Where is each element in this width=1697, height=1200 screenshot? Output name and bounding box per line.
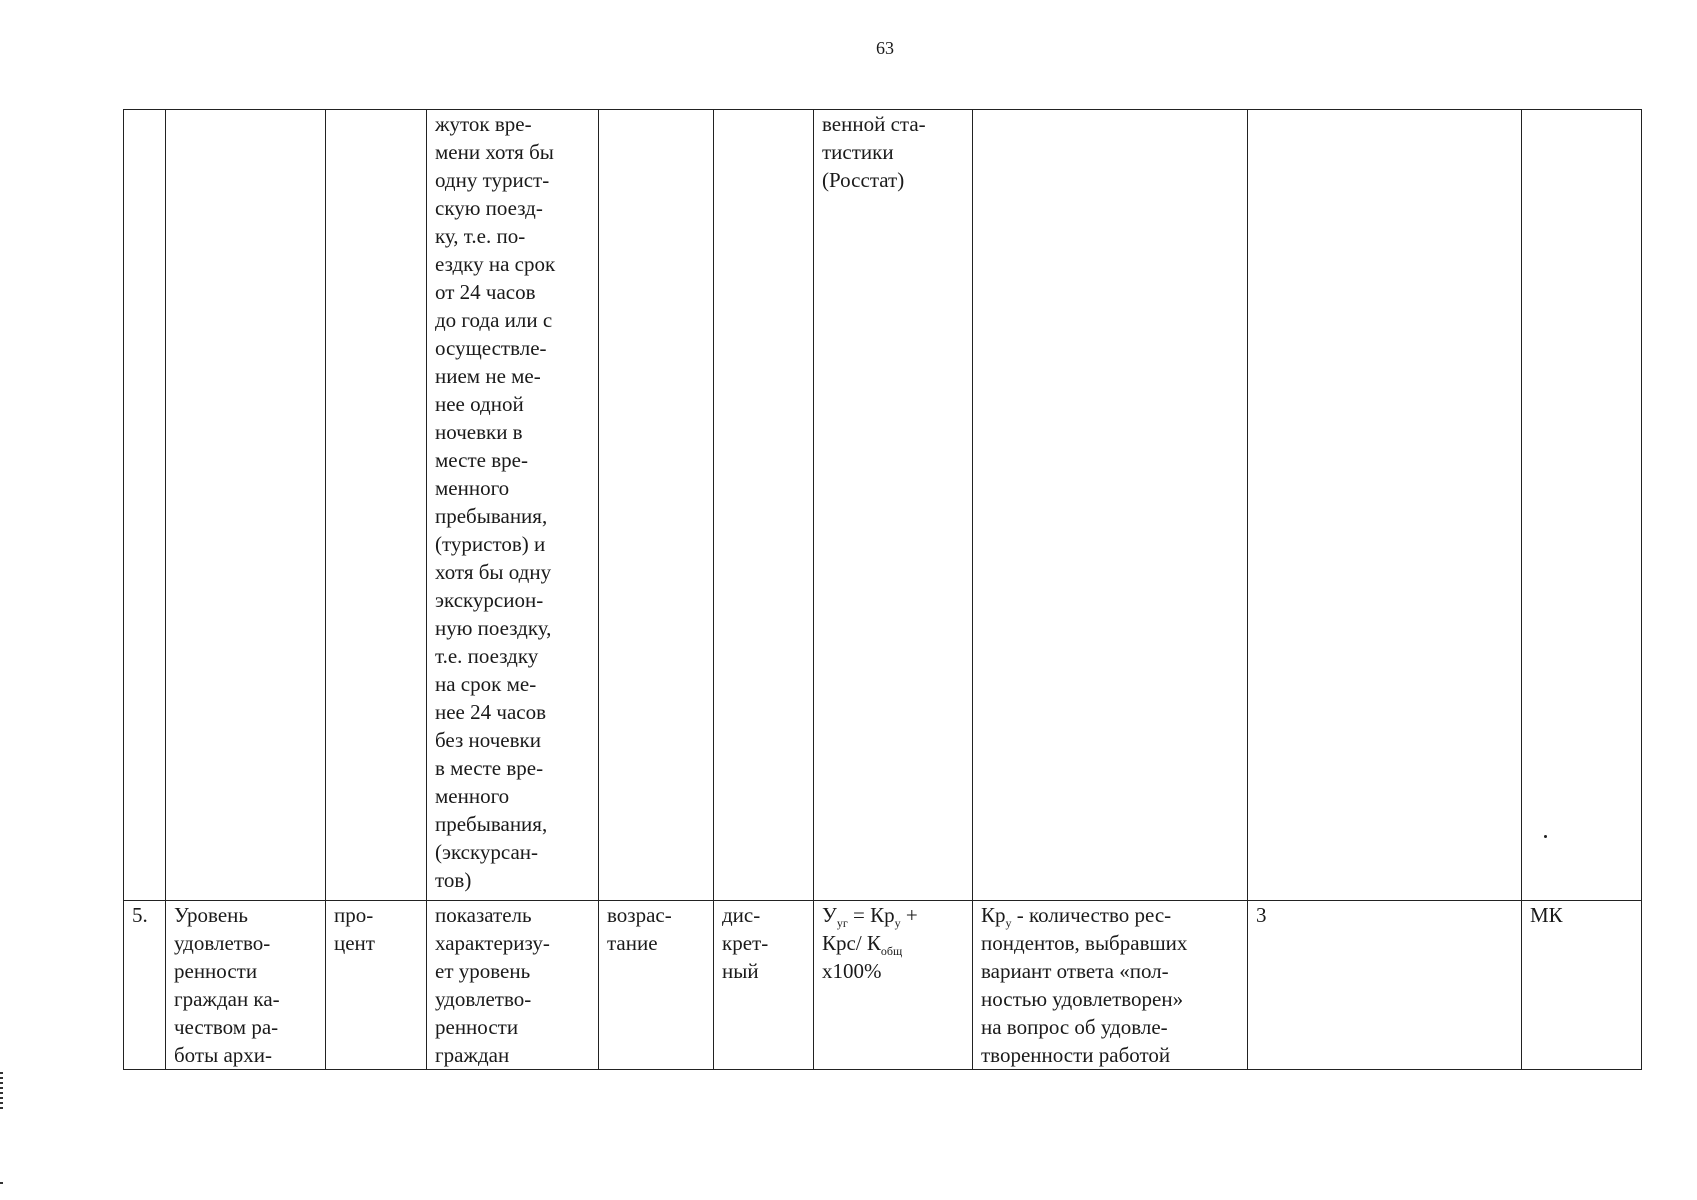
cell-type <box>714 110 814 901</box>
formula-line-3: х100% <box>822 959 882 983</box>
source-text: венной ста- тистики (Росстат) <box>822 112 926 192</box>
indicator-method: 3 <box>1248 901 1522 1070</box>
margin-scan-mark <box>0 1072 3 1110</box>
indicator-name <box>166 901 326 1070</box>
formula-subscript: у <box>894 916 901 931</box>
cell-explanation <box>973 110 1248 901</box>
indicator-type-text: дис- крет- ный <box>722 903 769 983</box>
indicator-name-text: Уровень удовлетво- ренности граждан ка- чеством ра- боты архи- <box>174 903 280 1067</box>
indicator-explanation-text <box>981 901 1239 1069</box>
indicator-explanation <box>973 901 1248 1070</box>
indicator-responsible: МК <box>1522 901 1642 1070</box>
formula-subscript: уг <box>836 916 848 931</box>
cell-responsible <box>1522 110 1642 901</box>
indicator-unit <box>326 901 427 1070</box>
cell-name <box>166 110 326 901</box>
stray-dot <box>1544 835 1547 838</box>
formula-symbol: Крс/ К <box>822 931 881 955</box>
table-row-continuation <box>124 110 1642 901</box>
indicator-dynamics <box>599 901 714 1070</box>
row-number: 5. <box>124 901 166 1070</box>
indicator-type <box>714 901 814 1070</box>
formula-line-1 <box>822 901 964 929</box>
explanation-subscript: у <box>1005 916 1012 931</box>
description-text: жуток вре- мени хотя бы одну турист- скую поезд- ку, т.е. по- ездку на срок от 24 часов до года или с осуществле- нием не ме- нее одной ночевки в месте вре- менного пребывания, (туристов) и хотя бы одну экскурсион- ную поездку, т.е. поездку на срок ме- нее 24 часов без ночевки в месте вре- менного пребывания, (экскурсан- тов) <box>435 112 556 892</box>
cell-method <box>1248 110 1522 901</box>
margin-scan-mark <box>0 1182 3 1184</box>
explanation-body: - количество рес- пондентов, выбравших вариант ответа «пол- ностью удовлетворен» на вопрос об удовле- творенности работой <box>981 903 1188 1067</box>
page-number: 63 <box>876 38 894 58</box>
indicator-unit-text: про- цент <box>334 903 375 955</box>
explanation-symbol: Кр <box>981 903 1006 927</box>
cell-description <box>427 110 599 901</box>
formula-symbol: = Кр <box>847 903 895 927</box>
cell-source <box>814 110 973 901</box>
indicator-description-text: показатель характеризу- ет уровень удовлетво- ренности граждан <box>435 903 550 1067</box>
cell-unit <box>326 110 427 901</box>
table-row-5 <box>124 901 1642 1070</box>
indicators-table <box>123 109 1642 1070</box>
formula-symbol: + <box>900 903 918 927</box>
formula-subscript: общ <box>880 944 903 959</box>
indicator-formula <box>814 901 973 1070</box>
cell-dynamics <box>599 110 714 901</box>
indicator-dynamics-text: возрас- тание <box>607 903 672 955</box>
formula-symbol: У <box>822 903 837 927</box>
formula-line-2 <box>822 929 964 957</box>
indicator-description <box>427 901 599 1070</box>
cell-number <box>124 110 166 901</box>
